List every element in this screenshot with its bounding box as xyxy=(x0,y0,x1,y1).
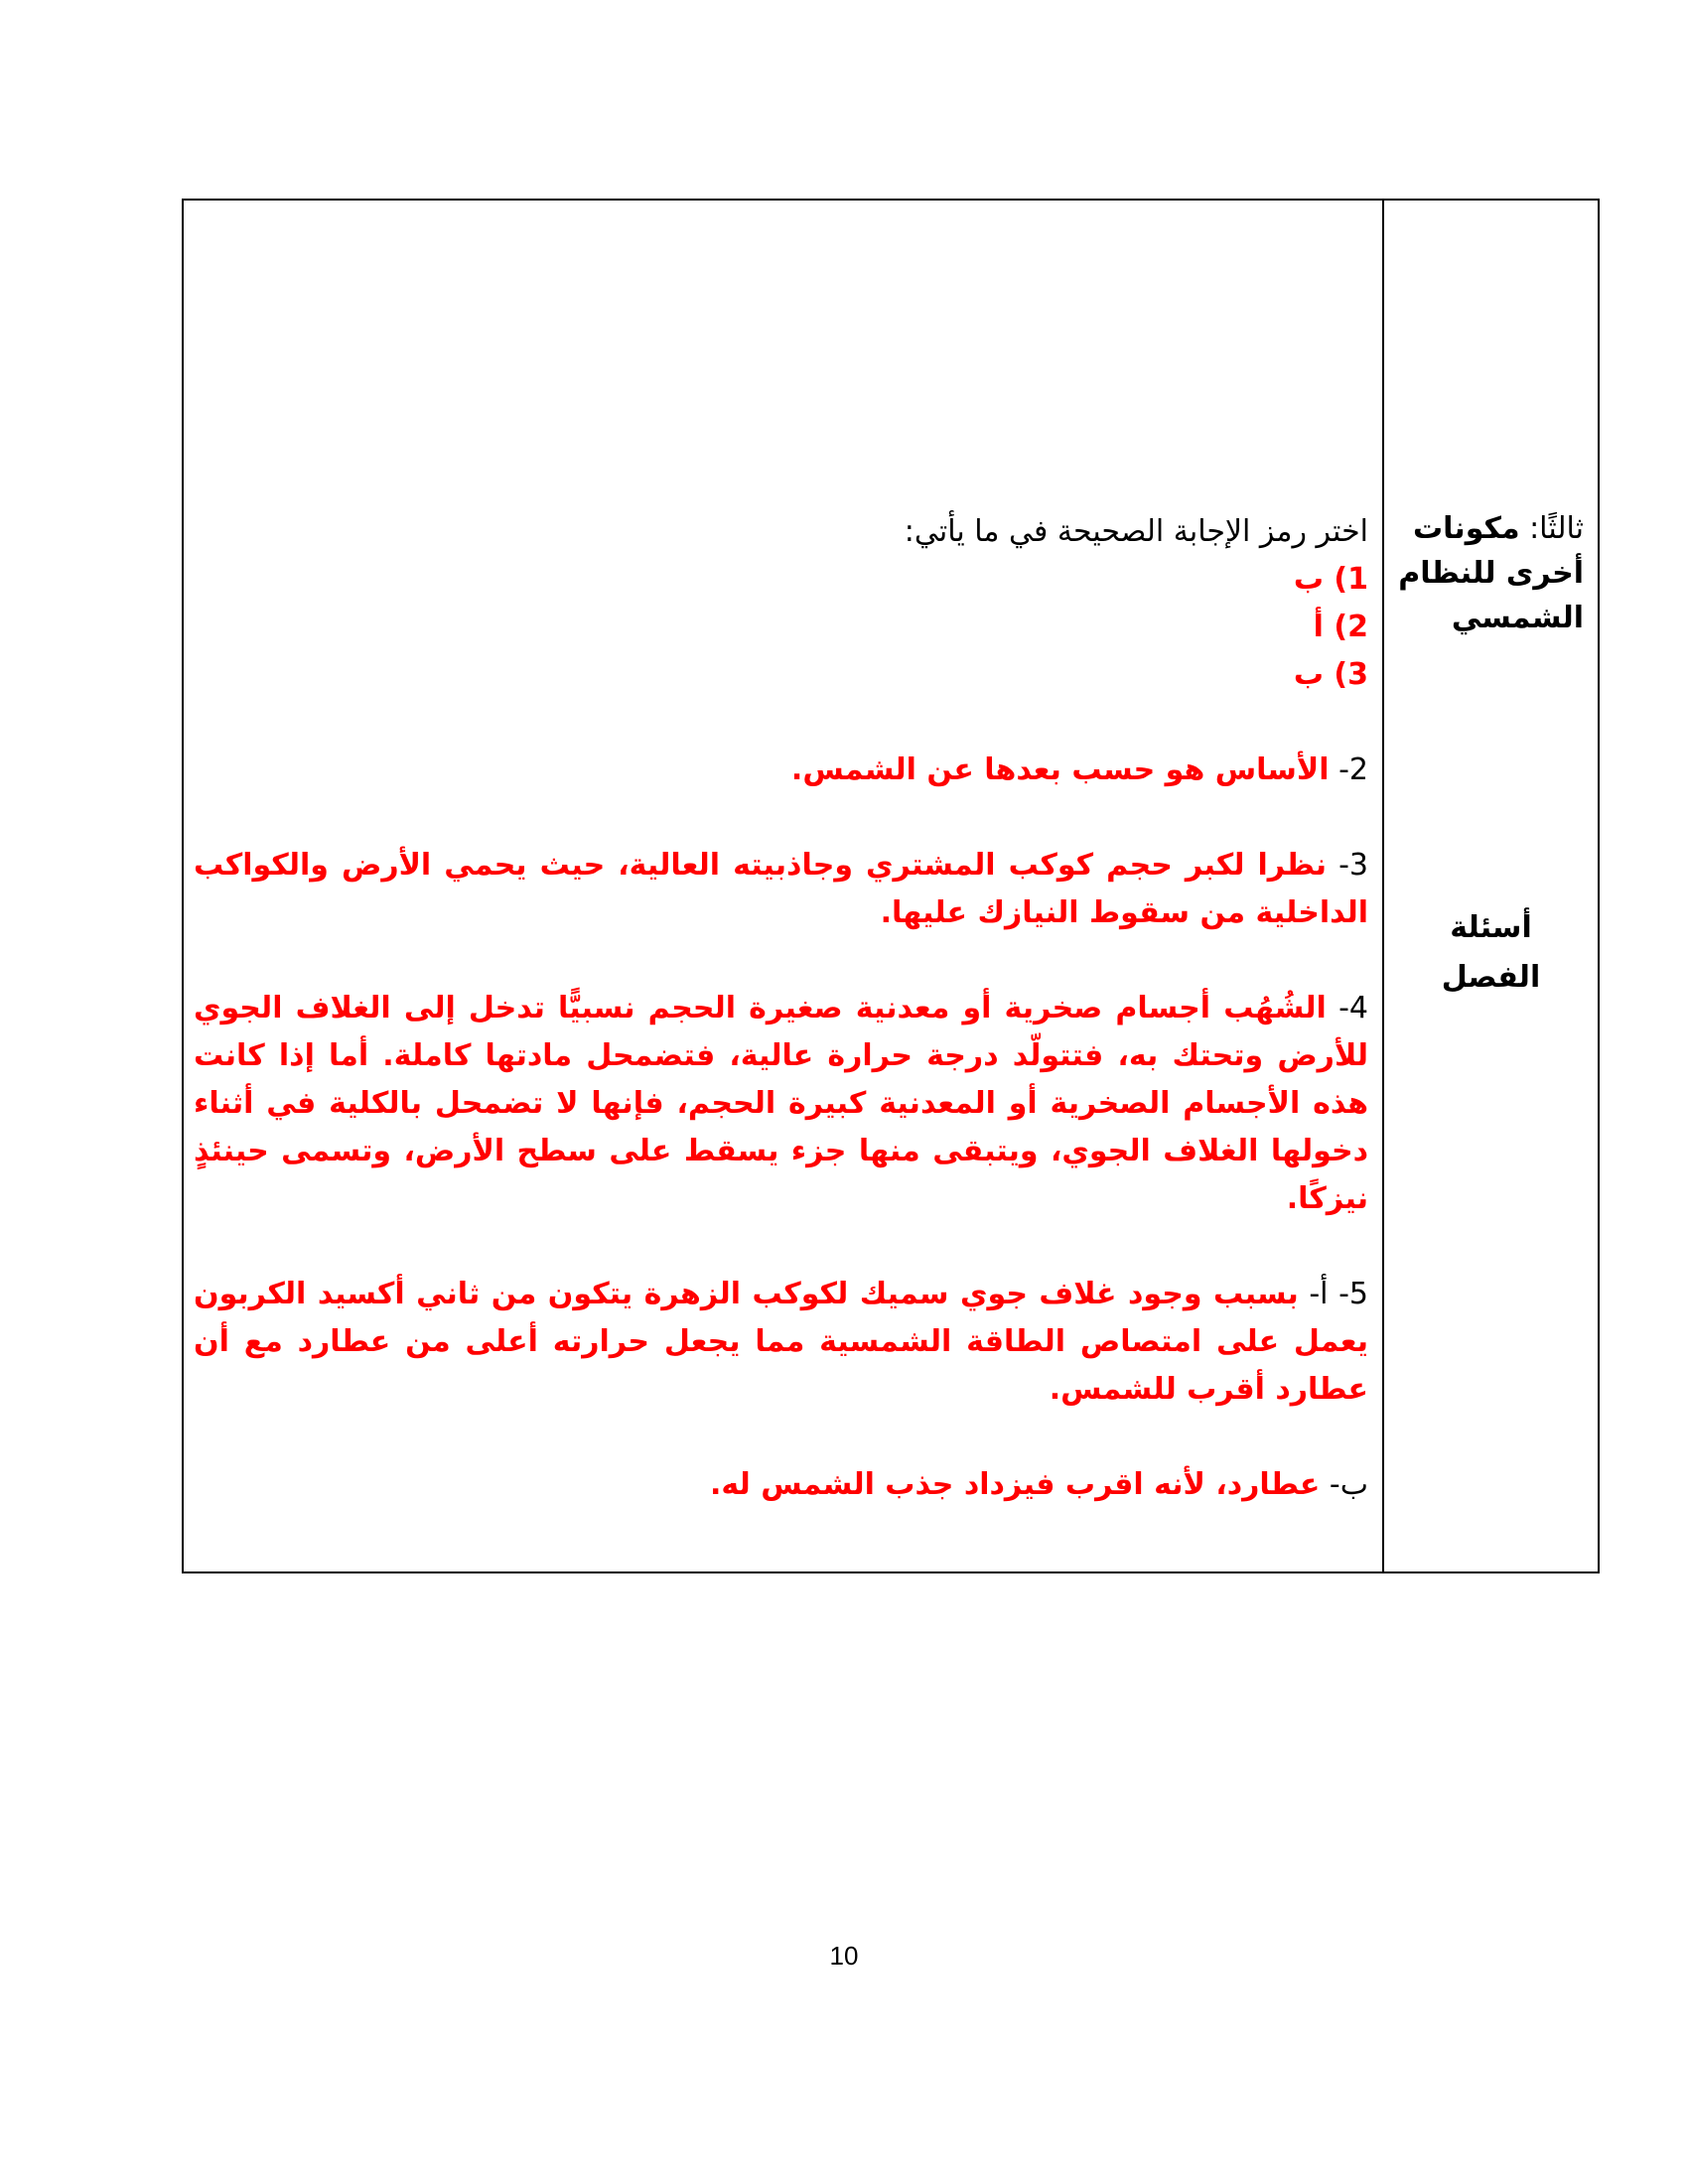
answer-q5b-text: عطارد، لأنه اقرب فيزداد جذب الشمس له. xyxy=(709,1467,1321,1502)
answer-q4-text: الشُهُب أجسام صخرية أو معدنية صغيرة الحجم نسبيًّا تدخل إلى الغلاف الجوي للأرض وتحتك به، فتتولّد درجة حرارة عالية، فتضمحل مادتها كاملة. أما إذا كانت هذه الأجسام الصخرية أو المعدنية كبيرة الحجم، فإنها لا تضمحل بالكلية في أثناء دخولها الغلاف الجوي، ويتبقى منها جزء يسقط على سطح الأرض، وتسمى حينئذٍ نيزكًا. xyxy=(194,991,1368,1216)
answer-q4 xyxy=(194,985,1368,1223)
section-column xyxy=(1382,201,1598,1571)
answer-q3 xyxy=(194,842,1368,937)
answer-q4-number: 4- xyxy=(1326,991,1368,1025)
answer-q3-number: 3- xyxy=(1326,848,1368,883)
section-heading-title: مكونات أخرى للنظام الشمسي xyxy=(1398,511,1584,635)
choice-answer-2: 2) أ xyxy=(1313,610,1368,644)
answer-q5b xyxy=(194,1461,1368,1509)
chapter-questions-line1: أسئلة xyxy=(1450,910,1532,945)
answer-q3-text: نظرا لكبر حجم كوكب المشتري وجاذبيته العالية، حيث يحمي الأرض والكواكب الداخلية من سقوط النيازك عليها. xyxy=(194,848,1368,930)
choice-answer-1: 1) ب xyxy=(1293,562,1368,597)
page-number: 10 xyxy=(829,1941,859,1971)
answers-content xyxy=(194,508,1368,1509)
answer-q5a-number: 5- أ- xyxy=(1298,1277,1369,1311)
question-intro: اختر رمز الإجابة الصحيحة في ما يأتي: xyxy=(904,514,1368,549)
choice-answer-3: 3) ب xyxy=(1293,657,1368,692)
lesson-table xyxy=(182,199,1600,1573)
answer-q2-text: الأساس هو حسب بعدها عن الشمس. xyxy=(790,752,1330,787)
answer-q2-number: 2- xyxy=(1329,752,1368,787)
answers-column xyxy=(184,201,1382,1571)
answer-q2 xyxy=(194,747,1368,794)
answer-q5a-text: بسبب وجود غلاف جوي سميك لكوكب الزهرة يتكون من ثاني أكسيد الكربون يعمل على امتصاص الطاقة الشمسية مما يجعل حرارته أعلى من عطارد مع أن عطارد أقرب للشمس. xyxy=(194,1277,1368,1407)
answer-q5b-number: ب- xyxy=(1320,1467,1368,1502)
answer-q5a xyxy=(194,1271,1368,1414)
section-heading xyxy=(1395,506,1584,640)
section-heading-prefix: ثالثًا: xyxy=(1519,511,1584,546)
chapter-questions-line2: الفصل xyxy=(1441,960,1541,995)
chapter-questions-label xyxy=(1384,903,1598,1003)
